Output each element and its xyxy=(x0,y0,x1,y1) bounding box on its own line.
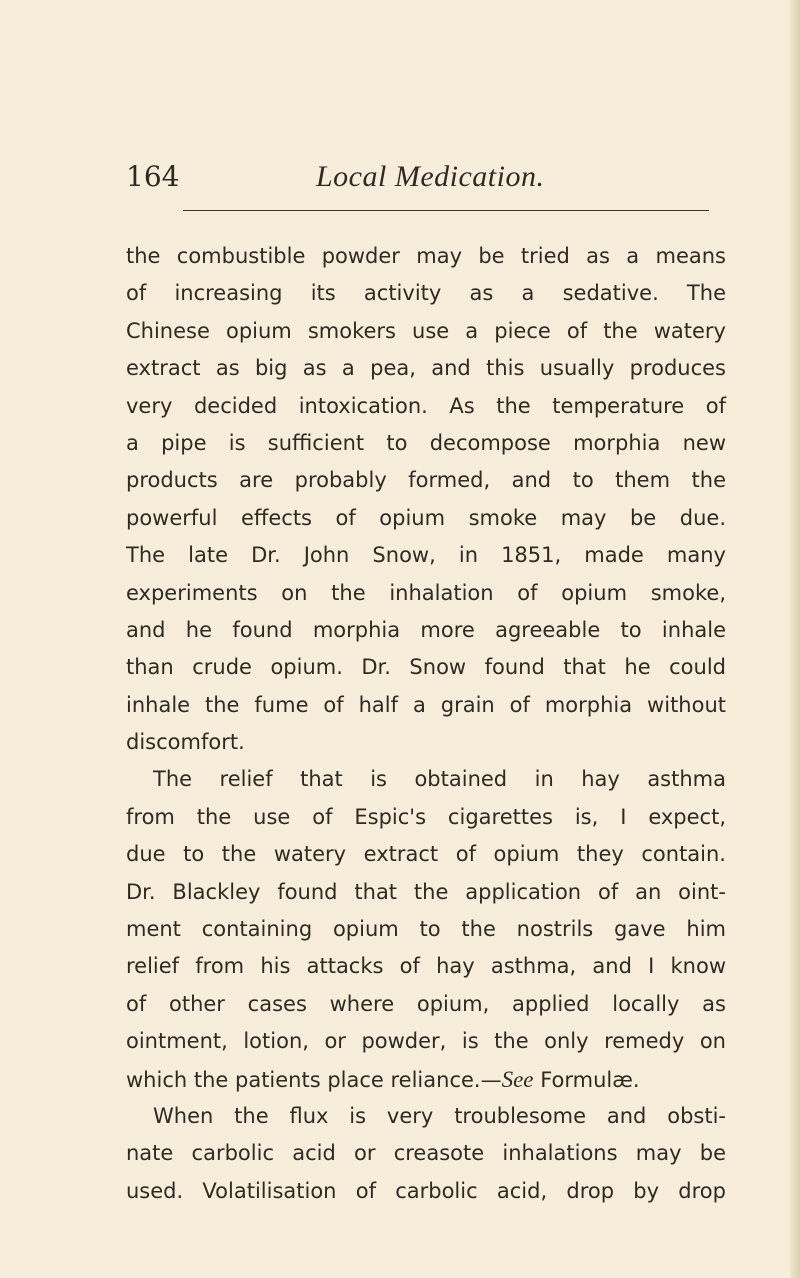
text-line: than crude opium. Dr. Snow found that he could xyxy=(126,655,726,680)
text-line: Dr. Blackley found that the application of an oint- xyxy=(126,879,726,904)
text-line: due to the watery extract of opium they contain. xyxy=(126,842,726,867)
see-reference: See xyxy=(501,1066,534,1092)
page-header xyxy=(126,160,706,200)
text-line: and he found morphia more agreeable to inhale xyxy=(126,617,726,642)
text-line: of increasing its activity as a sedative. The xyxy=(126,281,726,306)
text-line: powerful effects of opium smoke may be due. xyxy=(126,505,726,530)
text-line: very decided intoxication. As the temperature of xyxy=(126,393,726,418)
text-line: ointment, lotion, or powder, is the only remedy on xyxy=(126,1029,726,1054)
text-line: When the flux is very troublesome and obsti- xyxy=(153,1103,726,1128)
text-line: The late Dr. John Snow, in 1851, made many xyxy=(126,543,726,568)
text-line-mixed xyxy=(126,1061,726,1098)
running-title: Local Medication. xyxy=(316,160,545,193)
formulae-reference: Formulæ. xyxy=(540,1067,640,1092)
text-line: relief from his attacks of hay asthma, and I know xyxy=(126,954,726,979)
text-line: a pipe is sufficient to decompose morphia new xyxy=(126,430,726,455)
text-line: from the use of Espic's cigarettes is, I expect, xyxy=(126,804,726,829)
text-line: nate carbolic acid or creasote inhalations may be xyxy=(126,1141,726,1166)
body-text xyxy=(126,238,726,1210)
text-line: which the patients place reliance.— xyxy=(126,1067,502,1092)
text-line: experiments on the inhalation of opium smoke, xyxy=(126,580,726,605)
text-line: the combustible powder may be tried as a means xyxy=(126,244,726,268)
text-line: The relief that is obtained in hay asthma xyxy=(153,767,726,792)
text-line: of other cases where opium, applied locally as xyxy=(126,991,726,1016)
text-line: inhale the fume of half a grain of morphia without xyxy=(126,692,726,717)
header-rule xyxy=(183,210,709,211)
text-line: ment containing opium to the nostrils gave him xyxy=(126,917,726,942)
page-number: 164 xyxy=(126,160,180,193)
text-line: discomfort. xyxy=(126,730,245,755)
text-line: products are probably formed, and to them the xyxy=(126,468,726,493)
text-line: Chinese opium smokers use a piece of the watery xyxy=(126,318,726,343)
text-line: used. Volatilisation of carbolic acid, drop by drop xyxy=(126,1178,726,1203)
page-edge xyxy=(790,0,800,1278)
text-line: extract as big as a pea, and this usually produces xyxy=(126,356,726,381)
